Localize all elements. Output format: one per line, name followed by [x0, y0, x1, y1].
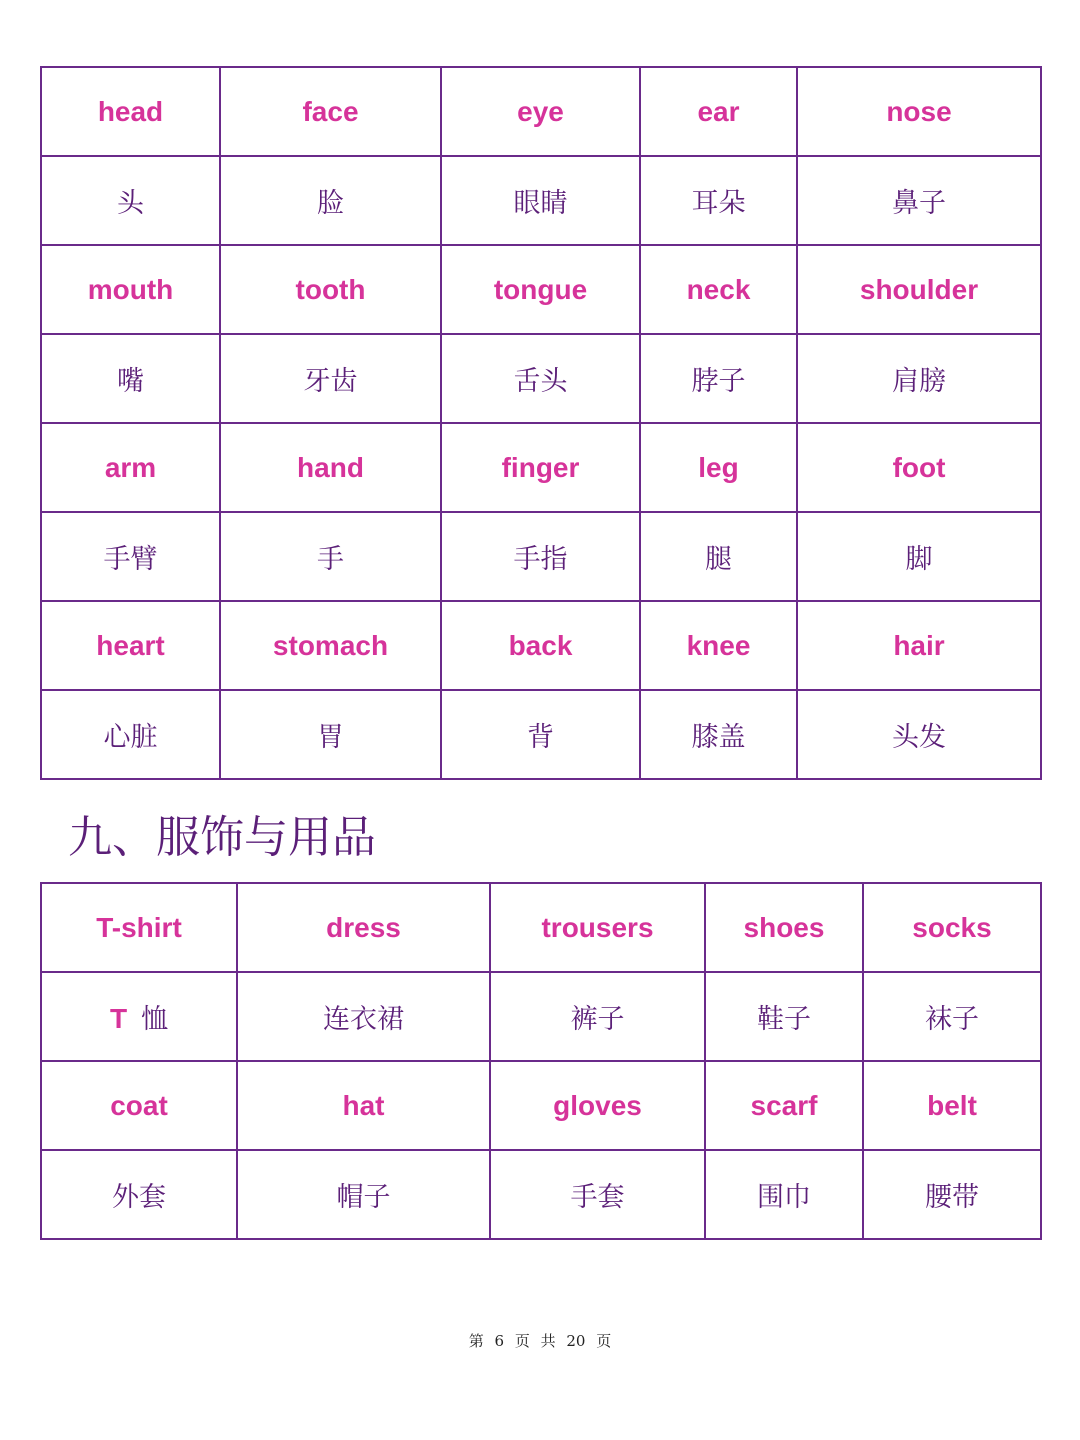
word-english: nose [797, 67, 1041, 156]
word-chinese: 耳朵 [640, 156, 797, 245]
word-english: ear [640, 67, 797, 156]
word-chinese: 心脏 [41, 690, 220, 779]
word-chinese-tshirt [41, 972, 237, 1061]
table-row [41, 334, 1041, 423]
word-english: tooth [220, 245, 441, 334]
word-chinese: 连衣裙 [237, 972, 490, 1061]
word-chinese: 牙齿 [220, 334, 441, 423]
section-heading: 九、服饰与用品 [68, 812, 376, 863]
word-english: shoes [705, 883, 863, 972]
word-chinese: 袜子 [863, 972, 1041, 1061]
table-row [41, 245, 1041, 334]
word-english: gloves [490, 1061, 705, 1150]
word-english: leg [640, 423, 797, 512]
clothing-table [40, 882, 1042, 1240]
word-chinese: 肩膀 [797, 334, 1041, 423]
word-chinese: 背 [441, 690, 640, 779]
word-chinese: 脚 [797, 512, 1041, 601]
word-english: scarf [705, 1061, 863, 1150]
word-chinese: 头发 [797, 690, 1041, 779]
word-english: finger [441, 423, 640, 512]
body-parts-table [40, 66, 1042, 780]
word-english: mouth [41, 245, 220, 334]
word-chinese: 手套 [490, 1150, 705, 1239]
table-row [41, 690, 1041, 779]
table-row [41, 67, 1041, 156]
word-english: knee [640, 601, 797, 690]
table-row [41, 1061, 1041, 1150]
word-chinese: 舌头 [441, 334, 640, 423]
table-row [41, 601, 1041, 690]
word-english: arm [41, 423, 220, 512]
word-chinese: 嘴 [41, 334, 220, 423]
word-english: T-shirt [41, 883, 237, 972]
word-english: back [441, 601, 640, 690]
word-chinese: 腰带 [863, 1150, 1041, 1239]
table-row [41, 972, 1041, 1061]
word-english: dress [237, 883, 490, 972]
word-chinese: 头 [41, 156, 220, 245]
word-chinese: 脸 [220, 156, 441, 245]
word-english: hat [237, 1061, 490, 1150]
word-chinese: 手臂 [41, 512, 220, 601]
word-english: trousers [490, 883, 705, 972]
word-chinese: 围巾 [705, 1150, 863, 1239]
word-chinese: 鞋子 [705, 972, 863, 1061]
word-chinese: 脖子 [640, 334, 797, 423]
word-chinese: 腿 [640, 512, 797, 601]
word-chinese: 帽子 [237, 1150, 490, 1239]
word-english: eye [441, 67, 640, 156]
tshirt-character: 恤 [141, 1004, 169, 1035]
word-english: neck [640, 245, 797, 334]
word-chinese: 膝盖 [640, 690, 797, 779]
word-chinese: 胃 [220, 690, 441, 779]
table-row [41, 512, 1041, 601]
word-english: hair [797, 601, 1041, 690]
word-english: coat [41, 1061, 237, 1150]
word-english: face [220, 67, 441, 156]
word-chinese: 裤子 [490, 972, 705, 1061]
word-chinese: 手指 [441, 512, 640, 601]
table-row [41, 883, 1041, 972]
table-row [41, 423, 1041, 512]
word-chinese: 外套 [41, 1150, 237, 1239]
word-chinese: 鼻子 [797, 156, 1041, 245]
word-chinese: 眼睛 [441, 156, 640, 245]
word-english: socks [863, 883, 1041, 972]
word-english: heart [41, 601, 220, 690]
table-row [41, 156, 1041, 245]
word-english: hand [220, 423, 441, 512]
page-number-footer: 第 6 页 共 20 页 [468, 1332, 612, 1350]
word-english: shoulder [797, 245, 1041, 334]
word-english: foot [797, 423, 1041, 512]
word-chinese: 手 [220, 512, 441, 601]
word-english: stomach [220, 601, 441, 690]
tshirt-letter: T [109, 1003, 128, 1034]
table-row [41, 1150, 1041, 1239]
word-english: tongue [441, 245, 640, 334]
word-english: head [41, 67, 220, 156]
word-english: belt [863, 1061, 1041, 1150]
